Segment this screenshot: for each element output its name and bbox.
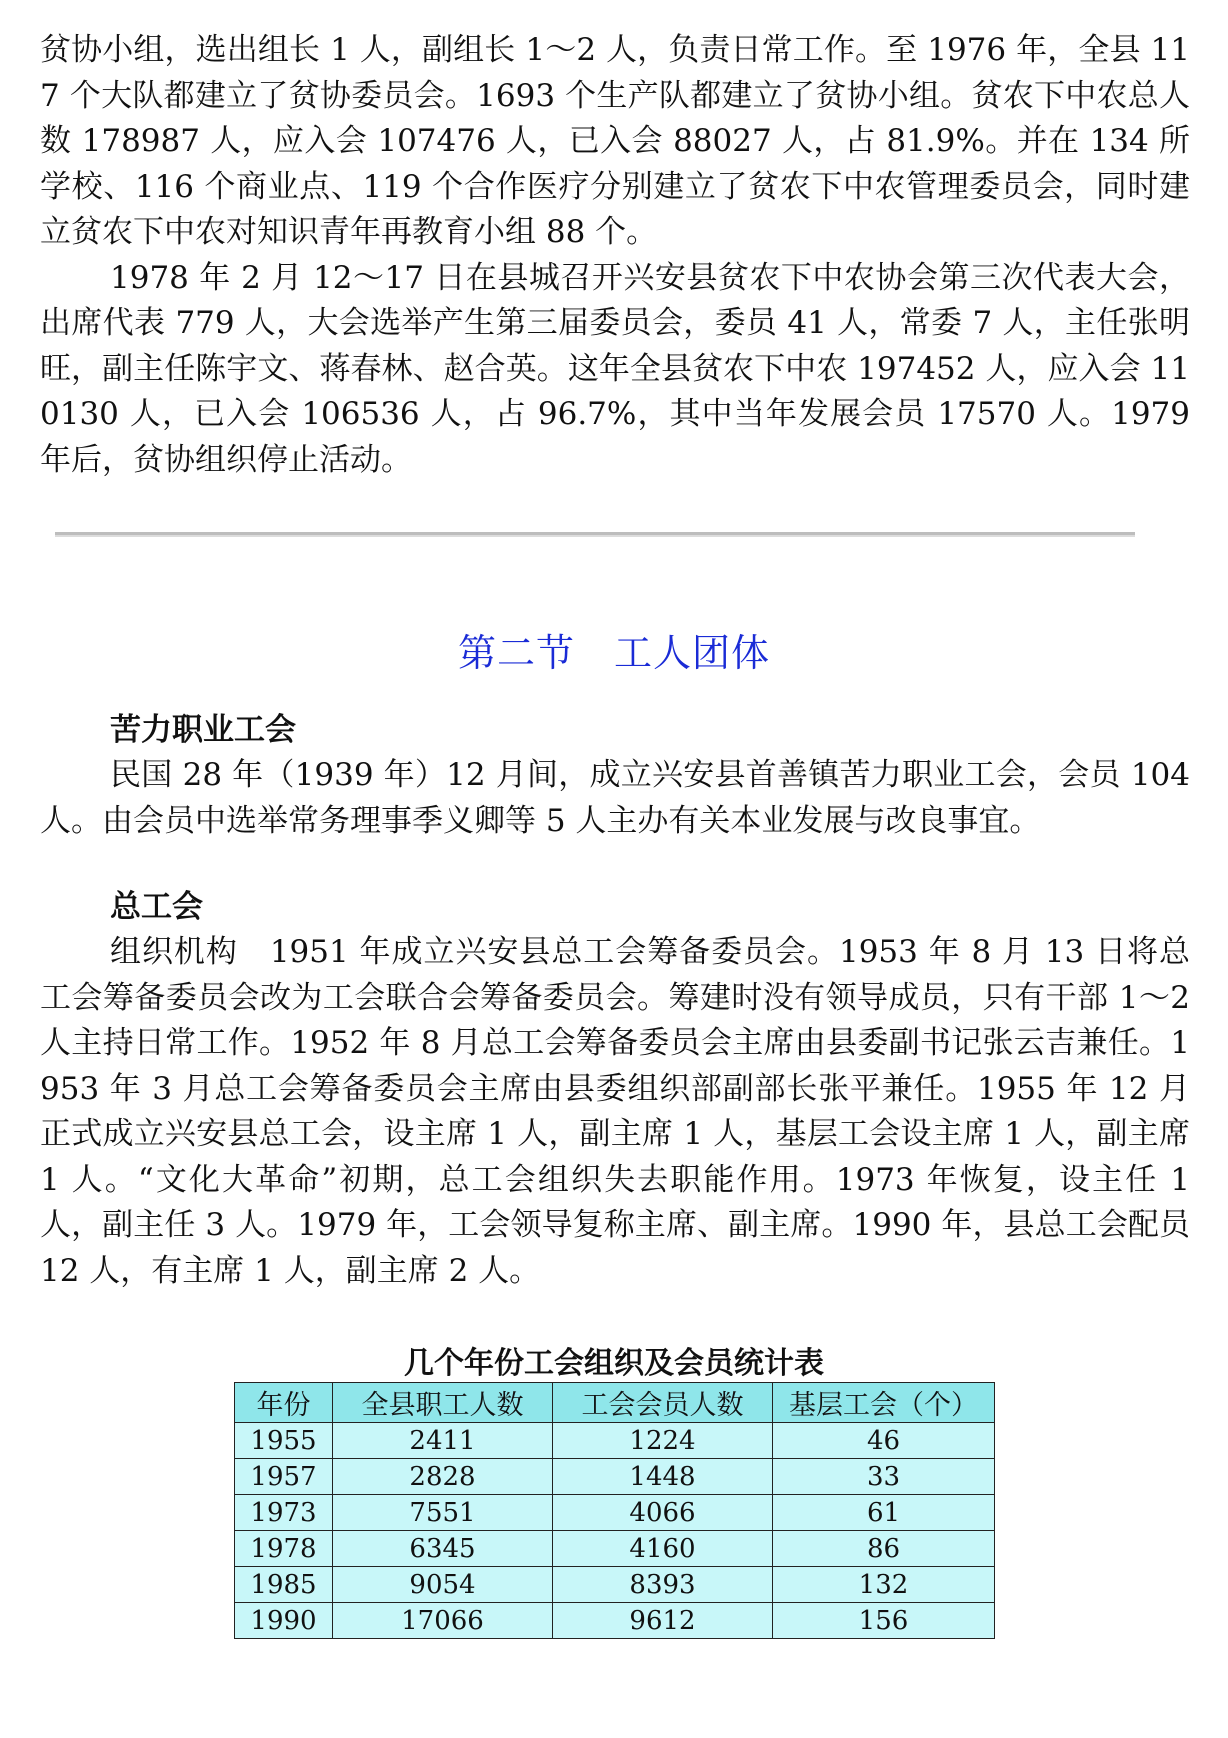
cell-grassroots-unions: 33	[773, 1459, 995, 1495]
section-divider	[55, 532, 1135, 537]
section-title: 第二节 工人团体	[457, 631, 770, 675]
cell-union-members: 1224	[553, 1423, 773, 1459]
cell-year: 1957	[235, 1459, 333, 1495]
cell-year: 1973	[235, 1495, 333, 1531]
general-union-heading: 总工会	[110, 889, 203, 925]
table-header-row	[235, 1383, 995, 1423]
paragraph-pinxie-groups: 贫协小组，选出组长 1 人，副组长 1～2 人，负责日常工作。至 1976 年，全县 117 个大队都建立了贫协委员会。1693 个生产队都建立了贫协小组。贫农下中农总人数 178987 人，应入会 107476 人，已入会 88027 人，占 81.9%。并在 134 所学校、116 个商业点、119 个合作医疗分别建立了贫农下中农管理委员会，同时建立贫农下中农对知识青年再教育小组 88 个。	[40, 32, 1190, 250]
cell-union-members: 4160	[553, 1531, 773, 1567]
paragraph-pinxie-congress: 1978 年 2 月 12～17 日在县城召开兴安县贫农下中农协会第三次代表大会，出席代表 779 人，大会选举产生第三届委员会，委员 41 人，常委 7 人，主任张明旺，副主任陈宇文、蒋春林、赵合英。这年全县贫农下中农 197452 人，应入会 110130 人，已入会 106536 人，占 96.7%，其中当年发展会员 17570 人。1979 年后，贫协组织停止活动。	[40, 259, 1190, 478]
header-union-members: 工会会员人数	[553, 1383, 773, 1423]
cell-union-members: 8393	[553, 1567, 773, 1603]
kuli-union-paragraph: 民国 28 年（1939 年）12 月间，成立兴安县首善镇苦力职业工会，会员 104 人。由会员中选举常务理事季义卿等 5 人主办有关本业发展与改良事宜。	[40, 757, 1190, 839]
table-row	[235, 1603, 995, 1639]
cell-union-members: 9612	[553, 1603, 773, 1639]
general-union-section	[40, 885, 1190, 1294]
cell-total-workers: 9054	[333, 1567, 553, 1603]
cell-grassroots-unions: 132	[773, 1567, 995, 1603]
cell-total-workers: 2828	[333, 1459, 553, 1495]
cell-year: 1978	[235, 1531, 333, 1567]
cell-grassroots-unions: 156	[773, 1603, 995, 1639]
table-row	[235, 1567, 995, 1603]
cell-year: 1990	[235, 1603, 333, 1639]
table-row	[235, 1495, 995, 1531]
table-row	[235, 1459, 995, 1495]
top-text-block	[40, 28, 1190, 483]
union-stats-table	[234, 1382, 995, 1639]
table-row	[235, 1531, 995, 1567]
cell-union-members: 1448	[553, 1459, 773, 1495]
kuli-union-heading: 苦力职业工会	[110, 712, 296, 748]
table-caption: 几个年份工会组织及会员统计表	[404, 1346, 824, 1381]
cell-total-workers: 2411	[333, 1423, 553, 1459]
general-union-paragraph: 组织机构 1951 年成立兴安县总工会筹备委员会。1953 年 8 月 13 日将总工会筹备委员会改为工会联合会筹备委员会。筹建时没有领导成员，只有干部 1～2 人主持日常工作。1952 年 8 月总工会筹备委员会主席由县委副书记张云吉兼任。1953 年 3 月总工会筹备委员会主席由县委组织部副部长张平兼任。1955 年 12 月正式成立兴安县总工会，设主席 1 人，副主席 1 人，基层工会设主席 1 人，副主席 1 人。“文化大革命”初期，总工会组织失去职能作用。1973 年恢复，设主任 1 人，副主任 3 人。1979 年，工会领导复称主席、副主席。1990 年，县总工会配员 12 人，有主席 1 人，副主席 2 人。	[40, 934, 1190, 1289]
cell-year: 1955	[235, 1423, 333, 1459]
cell-union-members: 4066	[553, 1495, 773, 1531]
cell-total-workers: 6345	[333, 1531, 553, 1567]
cell-grassroots-unions: 61	[773, 1495, 995, 1531]
cell-grassroots-unions: 46	[773, 1423, 995, 1459]
cell-total-workers: 17066	[333, 1603, 553, 1639]
table-row	[235, 1423, 995, 1459]
cell-grassroots-unions: 86	[773, 1531, 995, 1567]
header-grassroots-unions: 基层工会（个）	[773, 1383, 995, 1423]
header-total-workers: 全县职工人数	[333, 1383, 553, 1423]
header-year: 年份	[235, 1383, 333, 1423]
cell-year: 1985	[235, 1567, 333, 1603]
kuli-union-section	[40, 708, 1190, 844]
cell-total-workers: 7551	[333, 1495, 553, 1531]
